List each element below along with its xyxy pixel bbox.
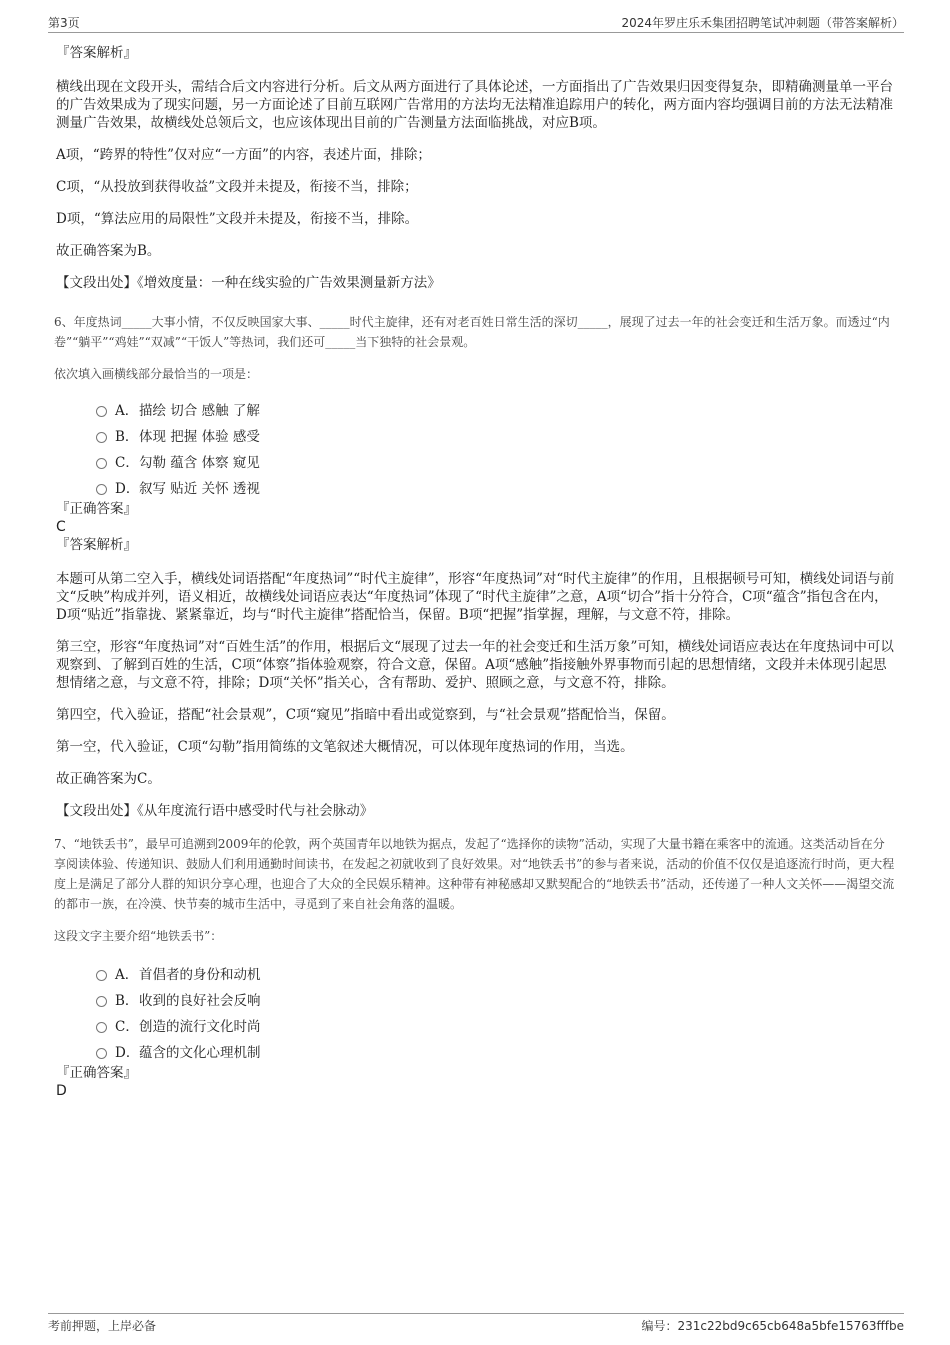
option-letter: A． [115,967,139,983]
q6-option-d[interactable] [96,474,896,500]
q6-analysis-paragraph: 第一空，代入验证，C项“勾勒”指用简练的文笔叙述大概情况，可以体现年度热词的作用，当选。 [56,739,634,755]
page-number: 第3页 [48,16,80,30]
document-body [56,44,896,1100]
option-letter: B． [115,993,139,1009]
radio-icon[interactable] [96,1048,107,1059]
q6-answer: C [56,519,66,535]
q6-stem: 6、年度热词_____大事小情，不仅反映国家大事、_____时代主旋律，还有对老百姓日常生活的深切_____，展现了过去一年的社会变迁和生活万象。而透过“内卷”“躺平”“鸡娃”“双减”“干饭人”等热词，我们还可_____当下独特的社会景观。 [54,315,890,349]
page-header [48,14,904,33]
q7-option-d[interactable] [96,1038,896,1064]
q6-prompt: 依次填入画横线部分最恰当的一项是： [54,367,259,381]
footer-slogan: 考前押题，上岸必备 [48,1319,157,1333]
option-letter: C． [115,455,139,471]
radio-icon[interactable] [96,484,107,495]
page-footer [48,1313,904,1335]
q6-source: 【文段出处】《从年度流行语中感受时代与社会脉动》 [56,803,374,819]
q6-analysis-paragraph: 故正确答案为C。 [56,771,161,787]
option-text: 描绘 切合 感触 了解 [139,403,260,419]
q7-options [96,960,896,1064]
radio-icon[interactable] [96,1022,107,1033]
q5-analysis-paragraph: D项，“算法应用的局限性”文段并未提及，衔接不当，排除。 [56,211,419,227]
q6-analysis-paragraph: 第四空，代入验证，搭配“社会景观”，C项“窥见”指暗中看出或觉察到，与“社会景观”搭配恰当，保留。 [56,707,675,723]
option-text: 蕴含的文化心理机制 [139,1045,261,1061]
q6-analysis-paragraph: 第三空，形容“年度热词”对“百姓生活”的作用，根据后文“展现了过去一年的社会变迁和生活万象”可知，横线处词语应表达在年度热词中可以观察到、了解到百姓的生活，C项“体察”指体验观察，符合文意，保留。A项“感触”指接触外界事物而引起的思想情绪，文段并未体现引起思想情绪之意，与文意不符，排除；D项“关怀”指关心，含有帮助、爱护、照顾之意，与文意不符，排除。 [56,639,894,691]
option-text: 体现 把握 体验 感受 [139,429,260,445]
q5-source: 【文段出处】《增效度量：一种在线实验的广告效果测量新方法》 [56,275,441,291]
q7-option-b[interactable] [96,986,896,1012]
q6-answer-label: 『正确答案』 [56,501,137,517]
option-text: 叙写 贴近 关怀 透视 [139,481,260,497]
q6-option-b[interactable] [96,422,896,448]
option-letter: D． [115,1045,140,1061]
document-code: 编号：231c22bd9c65cb648a5bfe15763fffbe [641,1319,904,1333]
q7-option-c[interactable] [96,1012,896,1038]
option-text: 首倡者的身份和动机 [139,967,261,983]
q7-answer: D [56,1083,67,1099]
option-text: 勾勒 蕴含 体察 窥见 [139,455,260,471]
option-text: 收到的良好社会反响 [139,993,261,1009]
option-letter: B． [115,429,139,445]
q5-analysis-paragraph: A项，“跨界的特性”仅对应“一方面”的内容，表述片面，排除； [56,147,431,163]
q6-options [96,396,896,500]
q6-option-c[interactable] [96,448,896,474]
q7-option-a[interactable] [96,960,896,986]
q7-prompt: 这段文字主要介绍“地铁丢书”： [54,929,223,943]
option-text: 创造的流行文化时尚 [139,1019,261,1035]
q6-analysis-paragraph: 本题可从第二空入手，横线处词语搭配“年度热词”“时代主旋律”，形容“年度热词”对“时代主旋律”的作用，且根据顿号可知，横线处词语与前文“反映”构成并列，语义相近，故横线处词语应表达“年度热词”体现了“时代主旋律”之意，A项“切合”指十分符合，C项“蕴含”指包含在内，D项“贴近”指靠拢、紧紧靠近，均与“时代主旋律”搭配恰当，保留。B项“把握”指掌握，理解，与文意不符，排除。 [56,571,895,623]
option-letter: C． [115,1019,139,1035]
radio-icon[interactable] [96,458,107,469]
q6-analysis-label: 『答案解析』 [56,537,137,553]
document-title: 2024年罗庄乐禾集团招聘笔试冲刺题（带答案解析） [621,16,904,30]
q6-option-a[interactable] [96,396,896,422]
radio-icon[interactable] [96,996,107,1007]
option-letter: A． [115,403,139,419]
q7-answer-label: 『正确答案』 [56,1065,137,1081]
q5-analysis-paragraph: 故正确答案为B。 [56,243,161,259]
option-letter: D． [115,481,140,497]
radio-icon[interactable] [96,406,107,417]
radio-icon[interactable] [96,970,107,981]
q5-analysis-label: 『答案解析』 [56,45,137,61]
q7-stem: 7、“地铁丢书”，最早可追溯到2009年的伦敦，两个英国青年以地铁为据点，发起了“选择你的读物”活动，实现了大量书籍在乘客中的流通。这类活动旨在分享阅读体验、传递知识、鼓励人们利用通勤时间读书，在发起之初就收到了良好效果。对“地铁丢书”的参与者来说，活动的价值不仅仅是追逐流行时尚，更大程度上是满足了部分人群的知识分享心理，也迎合了大众的全民娱乐精神。这种带有神秘感却又默契配合的“地铁丢书”活动，还传递了一种人文关怀——渴望交流的都市一族，在冷漠、快节奏的城市生活中，寻觅到了来自社会角落的温暖。 [54,837,895,911]
radio-icon[interactable] [96,432,107,443]
q5-analysis-paragraph: 横线出现在文段开头，需结合后文内容进行分析。后文从两方面进行了具体论述，一方面指出了广告效果归因变得复杂，即精确测量单一平台的广告效果成为了现实问题，另一方面论述了目前互联网广告常用的方法均无法精准追踪用户的转化，两方面内容均强调目前的方法无法精准测量广告效果，故横线处总领后文，也应该体现出目前的广告测量方法面临挑战，对应B项。 [56,79,893,131]
q5-analysis-paragraph: C项，“从投放到获得收益”文段并未提及，衔接不当，排除； [56,179,418,195]
